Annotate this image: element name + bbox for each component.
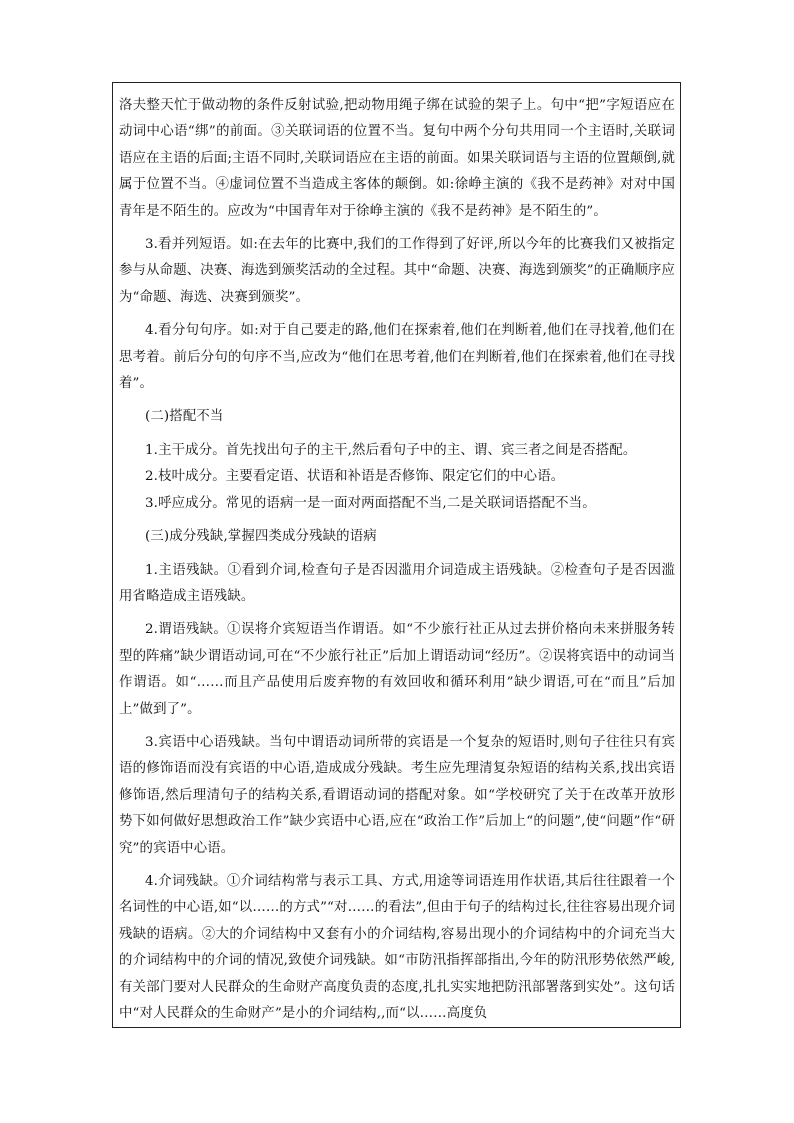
section-heading-missing-components: (三)成分残缺,掌握四类成分残缺的语病 [145,529,377,545]
paragraph-main-components: 1.主干成分。首先找出句子的主干,然后看句子中的主、谓、宾三者之间是否搭配。 [145,442,637,458]
paragraph-clause-order: 4.看分句句序。如:对于自己要走的路,他们在探索着,他们在判断着,他们在寻找着,他们在思考着。前后分句的句序不当,应改为“他们在思考着,他们在判断着,他们在探索着,他们在寻找着”。 [119,323,675,392]
paragraph-missing-object: 3.宾语中心语残缺。当句中谓语动词所带的宾语是一个复杂的短语时,则句子往往只有宾语的修饰语而没有宾语的中心语,造成成分残缺。考生应先理清复杂短语的结构关系,找出宾语修饰语,然后理清句子的结构关系,看谓语动词的搭配对象。如“学校研究了关于在改革开放形势下如何做好思想政治工作”缺少宾语中心语,应在“政治工作”后加上“的问题”,使“问题”作“研究”的宾语中心语。 [119,734,675,856]
section-heading-mismatch: (二)搭配不当 [145,409,224,425]
paragraph-missing-preposition: 4.介词残缺。①介词结构常与表示工具、方式,用途等词语连用作状语,其后往往跟着一个名词性的中心语,如“以……的方式”“对……的看法”,但由于句子的结构过长,往往容易出现介词残缺的语病。②大的介词结构中又套有小的介词结构,容易出现小的介词结构中的介词充当大的介词结构中的介词的情况,致使介词残缺。如“市防汛指挥部指出,今年的防汛形势依然严峻,有关部门要对人民群众的生命财产高度负责的态度,扎扎实实地把防汛部署落到实处”。这句话中“对人民群众的生命财产”是小的介词结构,,而“以……高度负 [119,873,675,1021]
paragraph-modifier-components: 2.枝叶成分。主要看定语、状语和补语是否修饰、限定它们的中心语。 [145,469,565,485]
paragraph-continuation: 洛夫整天忙于做动物的条件反射试验,把动物用绳子绑在试验的架子上。句中“把”字短语应在动词中心语“绑”的前面。③关联词语的位置不当。复句中两个分句共用同一个主语时,关联词语应在主语的后面;主语不同时,关联词语应在主语的前面。如果关联词语与主语的位置颠倒,就属于位置不当。④虚词位置不当造成主客体的颠倒。如:徐峥主演的《我不是药神》对对中国青年是不陌生的。应改为“中国青年对于徐峥主演的《我不是药神》是不陌生的”。 [119,98,675,219]
paragraph-missing-subject: 1.主语残缺。①看到介词,检查句子是否因滥用介词造成主语残缺。②检查句子是否因滥用省略造成主语残缺。 [119,562,675,604]
paragraph-echo-components: 3.呼应成分。常见的语病一是一面对两面搭配不当,二是关联词语搭配不当。 [145,495,596,511]
document-body [119,93,675,1027]
paragraph-missing-predicate: 2.谓语残缺。①误将介宾短语当作谓语。如“不少旅行社正从过去拼价格向未来拼服务转型的阵痛”缺少谓语动词,可在“不少旅行社正”后加上谓语动词“经历”。②误将宾语中的动词当作谓语。如“……而且产品使用后废弃物的有效回收和循环利用”缺少谓语,可在“而且”后加上”做到了”。 [119,622,675,717]
paragraph-parallel-phrases: 3.看并列短语。如:在去年的比赛中,我们的工作得到了好评,所以今年的比赛我们又被指定参与从命题、决赛、海选到颁奖活动的全过程。其中“命题、决赛、海选到颁奖”的正确顺序应为“命题、海选、决赛到颁奖”。 [119,237,675,305]
